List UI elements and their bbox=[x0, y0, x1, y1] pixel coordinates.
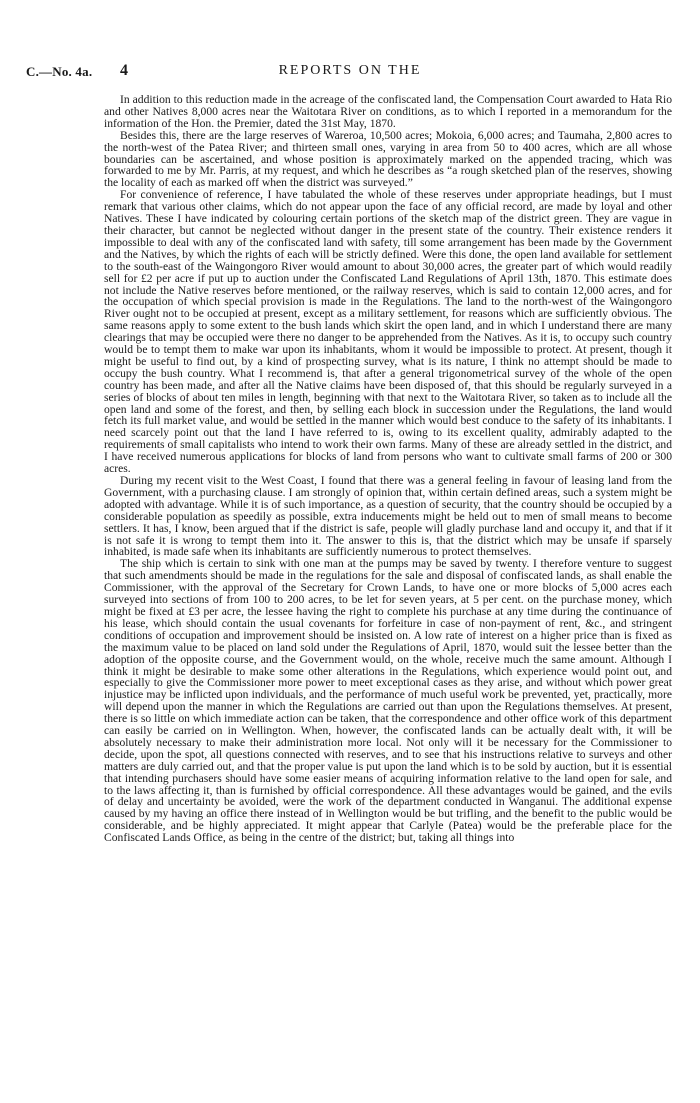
body-text bbox=[104, 94, 672, 844]
paragraph: The ship which is certain to sink with one man at the pumps may be saved by twenty. I therefore venture to suggest that such amendments should be made in the regulations for the sale and disposal of confiscated lands, as shall enable the Commissioner, with the approval of the Secretary for Crown Lands, to have one or more blocks of 5,000 acres each surveyed into sections of from 100 to 200 acres, to be let for seven years, at 5 per cent. on the purchase money, which might be fixed at £3 per acre, the lessee having the right to complete his purchase at any time during the continuance of his lease, which should contain the usual covenants for forfeiture in case of non-payment of rent, &c., and stringent conditions of occupation and improvement should be insisted on. A low rate of interest on a higher price than is fixed as the maximum value to be placed on land sold under the Regulations of April, 1870, would suit the lessee better than the adoption of the opposite course, and the Government would, on the whole, receive much the same amount. Although I think it might be desirable to make some other alterations in the Regulations, which experience would point out, and especially to give the Commissioner more power to meet exceptional cases as they arise, and without which power great injustice may be inflicted upon individuals, and the performance of much useful work be prevented, yet, practically, more will depend upon the manner in which the Regulations are carried out than upon the Regulations themselves. At present, there is so little on which immediate action can be taken, that the correspondence and other office work of this department can easily be carried on in Wellington. When, however, the confiscated lands can be actually dealt with, it will be absolutely necessary to make their administration more local. Not only will it be necessary for the Commissioner to decide, upon the spot, all questions connected with reserves, and to see that his instructions relative to surveys and other matters are duly carried out, and that the proper value is put upon the land which is to be sold by auction, but it is essential that intending purchasers should have some easier means of acquiring information relative to the land open for sale, and to the laws affecting it, than is furnished by official correspondence. All these advantages would be gained, and the evils of delay and uncertainty be avoided, were the work of the department conducted in Wanganui. The additional expense caused by my having an office there instead of in Wellington would be but trifling, and the benefit to the public would be considerable, and be highly appreciated. It might appear that Carlyle (Patea) would be the preferable place for the Confiscated Lands Office, as being in the centre of the district; but, taking all things into bbox=[104, 557, 672, 845]
document-reference: C.—No. 4a. bbox=[26, 64, 93, 79]
page-number: 4 bbox=[120, 62, 128, 79]
paragraph: Besides this, there are the large reserves of Wareroa, 10,500 acres; Mokoia, 6,000 acres; and Taumaha, 2,800 acres to the north-west of the Patea River; and thirteen small ones, varying in area from 50 to 400 acres, which are all whose boundaries can be ascertained, and whose position is approximately marked on the appended tracing, which was forwarded to me by Mr. Parris, at my request, and which he describes as “a rough sketched plan of the reserves, showing the locality of each as marked off when the district was surveyed.” bbox=[104, 128, 672, 190]
paragraph: For convenience of reference, I have tabulated the whole of these reserves under appropriate headings, but I must remark that various other claims, which do not appear upon the face of any official record, are made by loyal and other Natives. These I have indicated by colouring certain portions of the sketch map of the district green. They are vague in their character, but cannot be neglected without danger in the present state of the country. Their existence renders it impossible to deal with any of the confiscated land with safety, till some arrangement has been made by the Government and the Natives, by which the rights of each will be strictly defined. Were this done, the open land available for settlement to the south-east of the Waingongoro River would amount to about 30,000 acres, the greater part of which would readily sell for £2 per acre if put up to auction under the Confiscated Land Regulations of April 13th, 1870. This estimate does not include the Native reserves before mentioned, or the railway reserves, which is said to contain 12,000 acres, and for the occupation of which special provision is made in the Regulations. The land to the north-west of the Waingongoro River ought not to be occupied at present, except as a military settlement, for reasons which are sufficiently obvious. The same reasons apply to some extent to the bush lands which skirt the open land, and in which I understand there are many clearings that may be occupied were there no danger to be apprehended from the Natives. As it is, to occupy such country would be to tempt them to make war upon its inhabitants, whom it would be impossible to protect. At present, though it might be useful to find out, by a kind of prospecting survey, what is its nature, I think no attempt should be made to occupy the bush country. What I recommend is, that after a general trigonometrical survey of the whole of the open country has been made, and after all the Native claims have been disposed of, that this should be regularly surveyed in a series of blocks of about ten miles in length, beginning with that next to the Waitotara River, so taken as to include all the open land and some of the forest, and then, by selling each block in succession under the Regulations, the land would fetch its full market value, and would be settled in the manner which would best conduce to the safety of its inhabitants. I need scarcely point out that the land I have referred to is, owing to its excellent quality, admirably adapted to the requirements of small capitalists who intend to work their own farms. Many of these are already settled in the district, and I have received numerous applications for blocks of land from persons who want to cultivate small farms of 200 or 300 acres. bbox=[104, 188, 672, 476]
paragraph: During my recent visit to the West Coast, I found that there was a general feeling in favour of leasing land from the Government, with a purchasing clause. I am strongly of opinion that, within certain defined areas, such a system might be adopted with advantage. While it is of such importance, as a question of security, that the country should be occupied by a considerable population as speedily as possible, extra inducements might be held out to men of small means to become settlers. It has, I know, been argued that if the district is safe, people will gladly purchase land and occupy it, and that if it is not safe it is wrong to tempt them into it. The answer to this is, that the district which may be unsafe if sparsely inhabited, is made safe when its inhabitants are sufficiently numerous to protect themselves. bbox=[104, 474, 672, 559]
page-header bbox=[26, 64, 674, 84]
paragraph: In addition to this reduction made in the acreage of the confiscated land, the Compensation Court awarded to Hata Rio and other Natives 8,000 acres near the Waitotara River on conditions, as to which I reported in a memorandum for the information of the Hon. the Premier, dated the 31st May, 1870. bbox=[104, 93, 672, 130]
running-title: REPORTS ON THE bbox=[278, 63, 422, 78]
